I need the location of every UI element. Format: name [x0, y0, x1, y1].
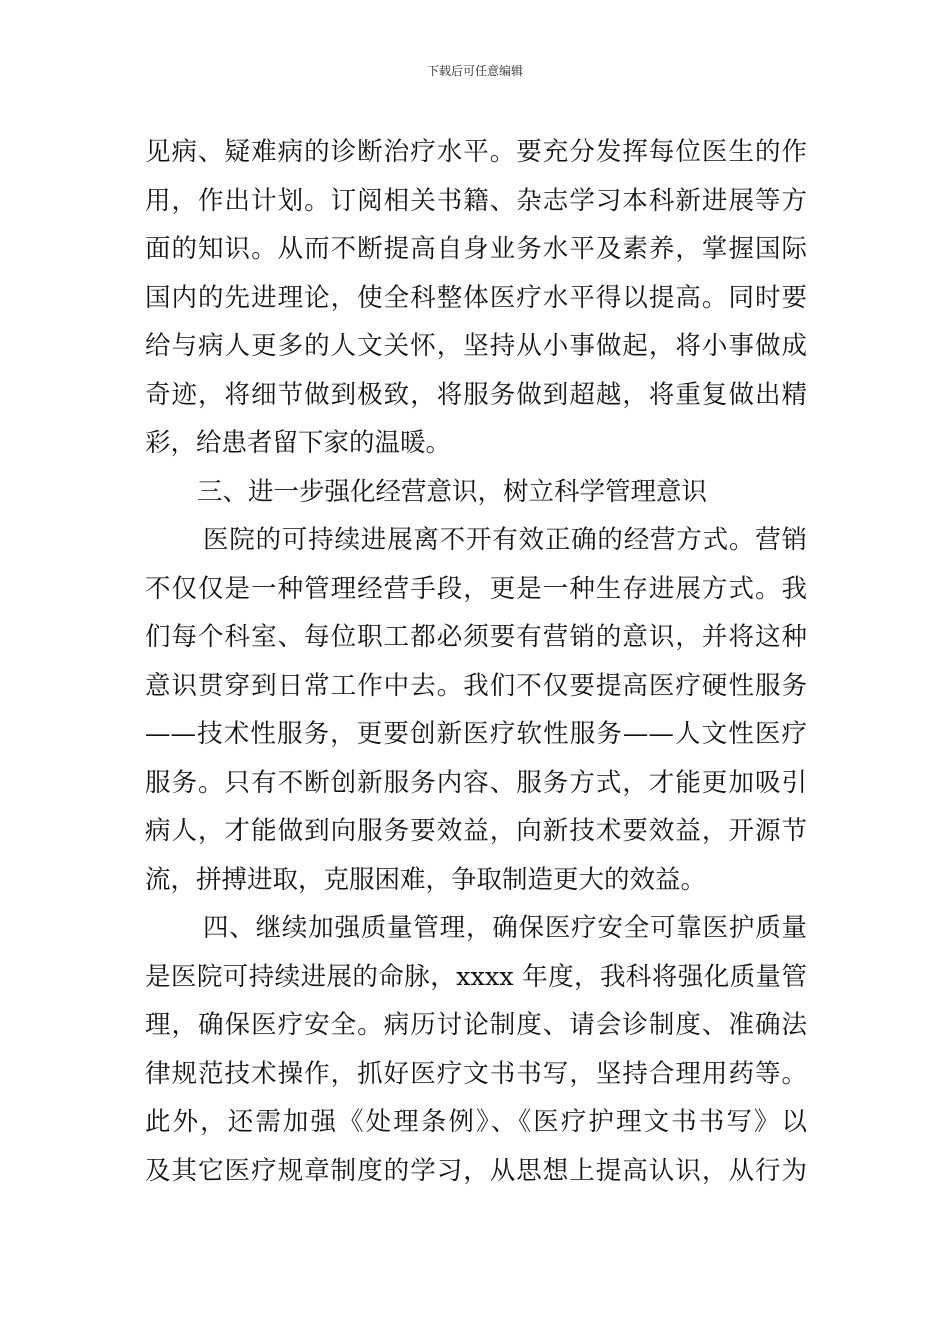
section-heading: 四、继续加强质量管理，确保医疗安全可靠医护质量	[203, 913, 807, 943]
text-line: 不仅仅是一种管理经营手段，更是一种生存进展方式。我	[145, 573, 807, 604]
text-line: 意识贯穿到日常工作中去。我们不仅要提高医疗硬性服务	[145, 670, 807, 701]
section-heading: 三、进一步强化经营意识，树立科学管理意识	[197, 476, 708, 507]
text-line: 是医院可持续进展的命脉，xxxx 年度，我科将强化质量管	[145, 961, 807, 992]
text-line: 律规范技术操作，抓好医疗文书书写，坚持合理用药等。	[145, 1058, 807, 1089]
text-line: 流，拼搏进取，克服困难，争取制造更大的效益。	[145, 864, 707, 895]
text-line: 及其它医疗规章制度的学习，从思想上提高认识，从行为	[145, 1155, 807, 1186]
page-header: 下载后可任意编辑	[426, 64, 523, 78]
text-line: 彩，给患者留下家的温暖。	[145, 428, 452, 458]
text-line: 病人，才能做到向服务要效益，向新技术要效益，开源节	[145, 816, 807, 846]
document-body	[145, 128, 807, 1195]
text-line: 服务。只有不断创新服务内容、服务方式，才能更加吸引	[145, 767, 807, 798]
text-line: 们每个科室、每位职工都必须要有营销的意识，并将这种	[145, 622, 807, 652]
text-line: 奇迹，将细节做到极致，将服务做到超越，将重复做出精	[145, 379, 807, 410]
text-line: 此外，还需加强《处理条例》、《医疗护理文书书写》以	[145, 1107, 807, 1137]
text-line: 给与病人更多的人文关怀，坚持从小事做起，将小事做成	[145, 331, 807, 361]
text-line: ——技术性服务，更要创新医疗软性服务——人文性医疗	[145, 719, 807, 749]
text-line: 理，确保医疗安全。病历讨论制度、请会诊制度、准确法	[145, 1010, 807, 1040]
text-line: 医院的可持续进展离不开有效正确的经营方式。营销	[203, 525, 807, 555]
text-line: 面的知识。从而不断提高自身业务水平及素养，掌握国际	[145, 234, 807, 264]
text-line: 国内的先进理论，使全科整体医疗水平得以提高。同时要	[145, 282, 807, 313]
text-line: 用，作出计划。订阅相关书籍、杂志学习本科新进展等方	[145, 185, 807, 216]
text-line: 见病、疑难病的诊断治疗水平。要充分发挥每位医生的作	[145, 137, 807, 167]
